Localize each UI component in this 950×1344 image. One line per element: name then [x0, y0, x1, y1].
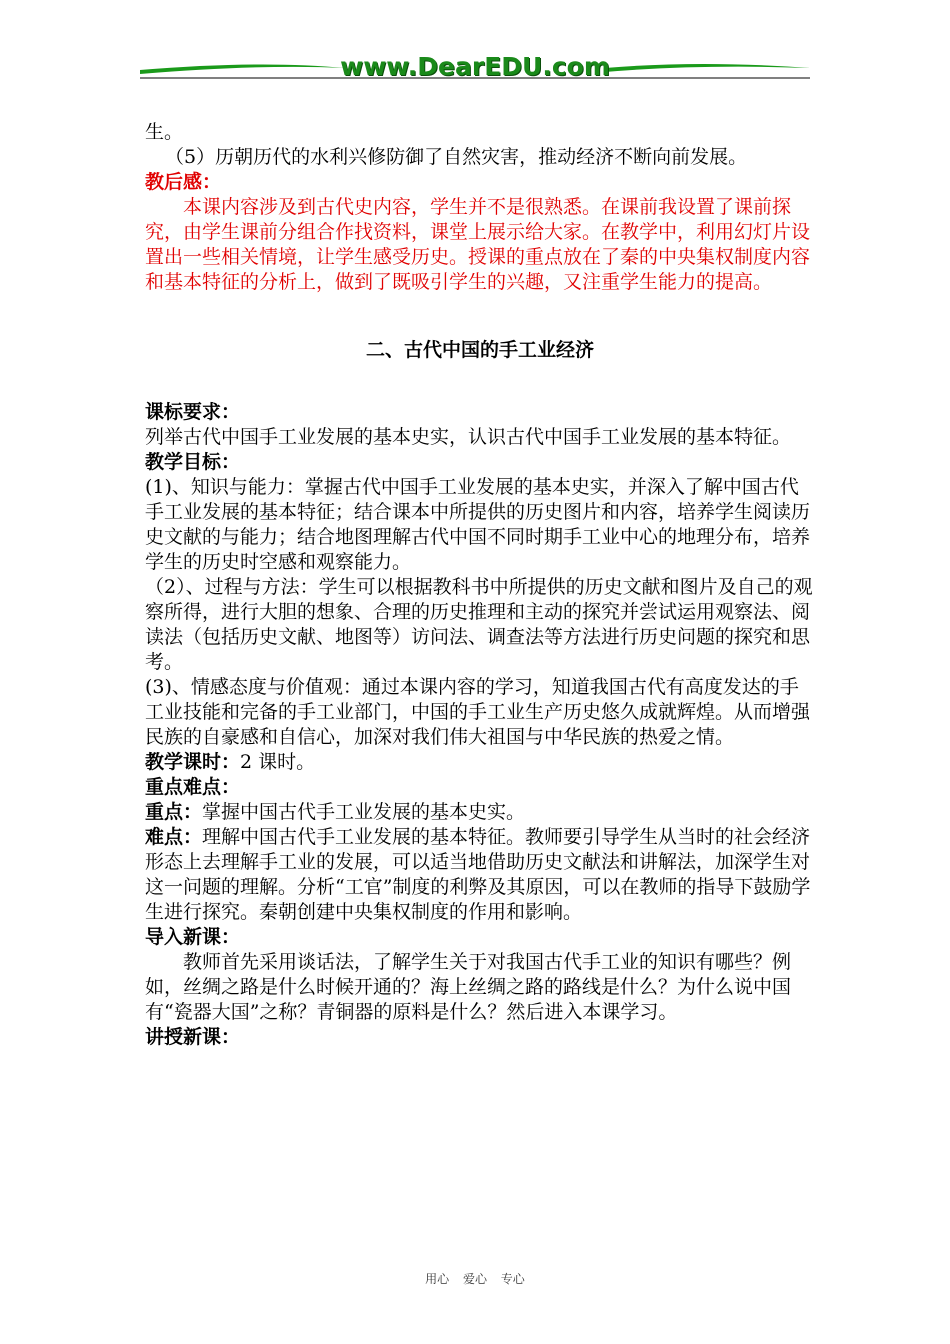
key-line — [145, 800, 815, 825]
page-footer: 用心 爱心 专心 — [425, 1272, 525, 1286]
difficult-heading: 难点： — [145, 826, 203, 848]
section-title: 二、古代中国的手工业经济 — [365, 339, 594, 361]
curriculum-heading: 课标要求： — [145, 401, 241, 423]
intro-text: 教师首先采用谈话法，了解学生关于对我国古代手工业的知识有哪些？例如，丝绸之路是什么时候开通的？海上丝绸之路的路线是什么？为什么说中国有“瓷器大国”之称？青铜器的原料是什么？然后进入本课学习。 — [145, 951, 792, 1023]
key-text: 掌握中国古代手工业发展的基本史实。 — [202, 801, 526, 823]
keypoints-heading: 重点难点： — [145, 776, 241, 798]
page-header — [140, 48, 810, 88]
hours-value: 2 课时。 — [240, 751, 316, 773]
difficult-line — [145, 825, 815, 925]
teach-heading: 讲授新课： — [145, 1026, 241, 1048]
difficult-text: 理解中国古代手工业发展的基本特征。教师要引导学生从当时的社会经济形态上去理解手工业的发展，可以适当地借助历史文献法和讲解法，加深学生对这一问题的理解。分析“工官”制度的利弊及其原因，可以在教师的指导下鼓励学生进行探究。秦朝创建中央集权制度的作用和影响。 — [145, 826, 811, 923]
goal-3: (3)、情感态度与价值观：通过本课内容的学习，知道我国古代有高度发达的手工业技能和完备的手工业部门，中国的手工业生产历史悠久成就辉煌。从而增强民族的自豪感和自信心，加深对我们伟大祖国与中华民族的热爱之情。 — [145, 676, 811, 748]
curriculum-text: 列举古代中国手工业发展的基本史实，认识古代中国手工业发展的基本特征。 — [145, 426, 792, 448]
hours-line — [145, 750, 815, 775]
goals-heading: 教学目标： — [145, 451, 241, 473]
point-5: （5）历朝历代的水利兴修防御了自然灾害，推动经济不断向前发展。 — [165, 146, 748, 168]
goal-2: （2）、过程与方法：学生可以根据教科书中所提供的历史文献和图片及自己的观察所得，进行大胆的想象、合理的历史推理和主动的探究并尝试运用观察法、阅读法（包括历史文献、地图等）访问法、调查法等方法进行历史问题的探究和思考。 — [145, 576, 813, 673]
document-body — [145, 120, 815, 1050]
hours-heading: 教学课时： — [145, 751, 241, 773]
text-continuation: 生。 — [145, 121, 184, 143]
goal-1: (1)、知识与能力：掌握古代中国手工业发展的基本史实，并深入了解中国古代手工业发展的基本特征；结合课本中所提供的历史图片和内容，培养学生阅读历史文献的与能力；结合地图理解古代中国不同时期手工业中心的地理分布，培养学生的历史时空感和观察能力。 — [145, 476, 811, 573]
reflection-heading: 教后感： — [145, 171, 222, 193]
reflection-text: 本课内容涉及到古代史内容，学生并不是很熟悉。在课前我设置了课前探究，由学生课前分组合作找资料，课堂上展示给大家。在教学中，利用幻灯片设置出一些相关情境，让学生感受历史。授课的重点放在了秦的中央集权制度内容和基本特征的分析上，做到了既吸引学生的兴趣，又注重学生能力的提高。 — [145, 196, 811, 293]
intro-heading: 导入新课： — [145, 926, 241, 948]
key-heading: 重点： — [145, 801, 203, 823]
site-logo[interactable]: www.DearEDU.com — [340, 52, 610, 81]
